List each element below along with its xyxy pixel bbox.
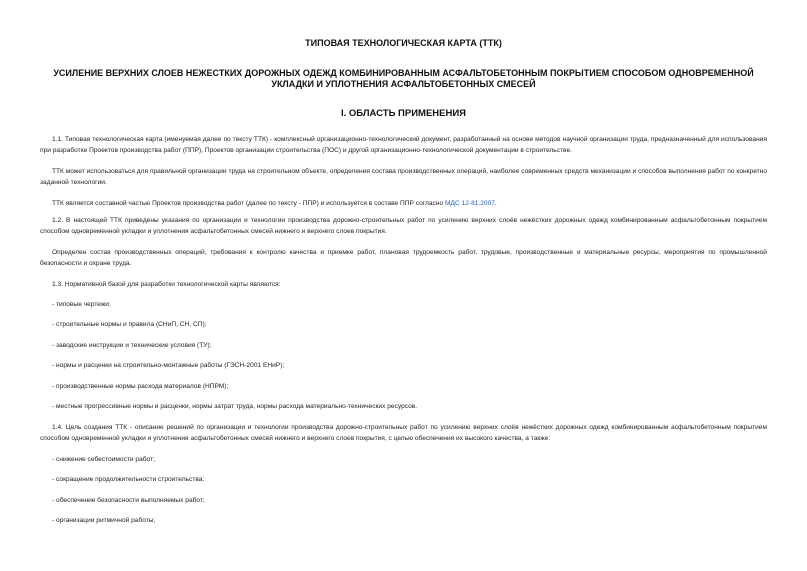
paragraph-ttk-usage: [40, 167, 767, 188]
list-item: - строительные нормы и правила (СНиП, СН, СП);: [52, 321, 207, 328]
list-item: - типовые чертежи;: [52, 301, 111, 308]
paragraph-text: 1.3. Нормативной базой для разработки технологической карты являются:: [52, 281, 281, 288]
paragraph-text: ТТК может использоваться для правильной организации труда на строительном объекте, определения состава производственных операций, наиболее современных средств механизации и способов выполнения работ по конкретно заданной технологии.: [40, 168, 767, 186]
list-item: - местные прогрессивные нормы и расценки, нормы затрат труда, нормы расхода материально-технических ресурсов.: [52, 403, 418, 410]
paragraph-1-4: [40, 423, 767, 444]
list-item: - заводские инструкции и технические условия (ТУ);: [52, 342, 212, 349]
list-item: - сокращение продолжительности строительства;: [52, 476, 205, 483]
list-item: - обеспечение безопасности выполняемых работ;: [52, 497, 205, 504]
paragraph-operations: [40, 248, 767, 269]
paragraph-text: 1.1. Типовая технологическая карта (именуемая далее по тексту ТТК) - комплексный организационно-технологический документ, разработанный на основе методов научной организации труда, предназначенный для использования при разработке Проектов производства работ (ППР), Проектов организации строительства (ПОС) и другой организационно-технологической документации в строительстве.: [40, 136, 767, 154]
paragraph-text: 1.2. В настоящей ТТК приведены указания по организации и технологии производства дорожно-строительных работ по усилению верхних слоёв нежёстких дорожных одежд комбинированным асфальтобетонным покрытием способом одновременной укладки и уплотнения асфальтобетонных смесей нижнего и верхнего слоев покрытия.: [40, 217, 767, 235]
mds-link[interactable]: МДС 12-81.2007: [444, 200, 495, 207]
paragraph-1-3: [40, 280, 767, 291]
paragraph-1-2: [40, 216, 767, 237]
section-heading: I. ОБЛАСТЬ ПРИМЕНЕНИЯ: [340, 108, 467, 119]
list-item: - снижение себестоимости работ;: [52, 456, 155, 463]
list-item: - организации ритмичной работы;: [52, 517, 156, 524]
paragraph-ttk-part: [40, 199, 767, 210]
paragraph-1-1: [40, 135, 767, 156]
list-item: - производственные нормы расхода материалов (НПРМ);: [52, 383, 229, 390]
document-title: ТИПОВАЯ ТЕХНОЛОГИЧЕСКАЯ КАРТА (ТТК): [305, 38, 502, 48]
paragraph-text: ТТК является составной частью Проектов производства работ (далее по тексту - ППР) и используется в составе ППР согласно: [52, 200, 445, 207]
paragraph-text: Определен состав производственных операций, требования к контролю качества и приемке работ, плановая трудоемкость работ, трудовые, производственные и материальные ресурсы, мероприятия по промышленной безопасности и охране труда.: [40, 249, 767, 267]
document-subtitle: УСИЛЕНИЕ ВЕРХНИХ СЛОЕВ НЕЖЕСТКИХ ДОРОЖНЫХ ОДЕЖД КОМБИНИРОВАННЫМ АСФАЛЬТОБЕТОННЫМ ПОКРЫТИЕМ СПОСОБОМ ОДНОВРЕМЕННОЙ УКЛАДКИ И УПЛОТНЕНИЯ АСФАЛЬТОБЕТОННЫХ СМЕСЕЙ: [53, 68, 754, 89]
paragraph-text: 1.4. Цель создания ТТК - описание решений по организации и технологии производства дорожно-строительных работ по усилению верхних слоёв нежёстких дорожных одежд комбинированным асфальтобетонным покрытием способом одновременной укладки и уплотнения асфальтобетонных смесей нижнего и верхнего слоев покрытия, с целью обеспечения их высокого качества, а также:: [40, 424, 767, 442]
paragraph-text: .: [494, 200, 497, 207]
list-item: - нормы и расценки на строительно-монтажные работы (ГЭСН-2001 ЕНиР);: [52, 362, 285, 369]
